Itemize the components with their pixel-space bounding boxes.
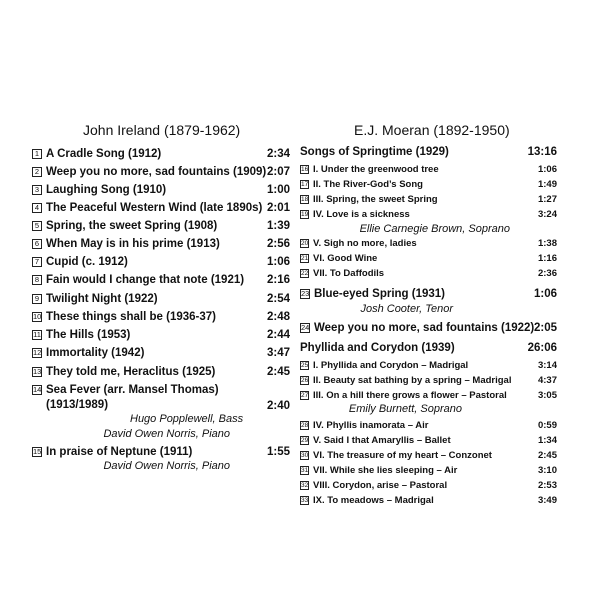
track-title: I. Under the greenwood tree: [313, 164, 439, 175]
track-row: [32, 347, 290, 359]
track-number: 29: [301, 437, 309, 444]
track-row: [32, 329, 290, 341]
performer-credit: David Owen Norris, Piano: [103, 460, 230, 472]
track-title: Laughing Song (1910): [46, 184, 167, 196]
track-duration: 1:00: [266, 184, 290, 196]
track-row: [300, 420, 557, 431]
track-duration: 3:14: [537, 360, 557, 371]
track-duration: 2:34: [266, 148, 290, 160]
track-duration: 1:06: [533, 288, 557, 300]
track-duration: 2:53: [537, 480, 557, 491]
track-duration: 1:27: [537, 194, 557, 205]
track-number: 18: [301, 196, 309, 203]
track-duration: 2:07: [266, 166, 290, 178]
track-row: [32, 256, 290, 268]
track-title: VII. While she lies sleeping – Air: [313, 465, 458, 476]
track-title: Weep you no more, sad fountains (1909): [46, 166, 267, 178]
track-number: 20: [301, 240, 309, 247]
track-duration: 4:37: [537, 375, 557, 386]
track-title-continued: (1913/1989): [46, 399, 109, 411]
track-row: [300, 450, 557, 461]
track-title: Spring, the sweet Spring (1908): [46, 220, 218, 232]
track-title: III. Spring, the sweet Spring: [313, 194, 438, 205]
track-title: Immortality (1942): [46, 347, 145, 359]
track-row: [300, 390, 557, 401]
track-number: 32: [301, 482, 309, 489]
track-row: [32, 274, 290, 286]
track-row: [300, 495, 557, 506]
track-row: [300, 164, 557, 175]
track-number: 27: [301, 392, 309, 399]
track-row: [32, 311, 290, 323]
track-row: [300, 194, 557, 205]
set-title: Songs of Springtime (1929): [300, 146, 449, 158]
track-duration: 1:38: [537, 238, 557, 249]
track-duration: 1:16: [537, 253, 557, 264]
track-row: [300, 209, 557, 220]
track-title: They told me, Heraclitus (1925): [46, 366, 216, 378]
track-number: 8: [32, 275, 42, 285]
track-number: 9: [32, 294, 42, 304]
track-title: VII. To Daffodils: [313, 268, 385, 279]
track-title: Sea Fever (arr. Mansel Thomas): [46, 384, 219, 396]
track-number: 24: [301, 323, 310, 332]
track-number: 17: [301, 181, 309, 188]
track-number: 13: [33, 367, 42, 376]
track-title: II. The River-God’s Song: [313, 179, 423, 190]
track-number: 1: [32, 149, 42, 159]
track-row: [32, 366, 290, 378]
track-number: 19: [301, 211, 309, 218]
track-row: [32, 220, 290, 232]
track-duration: 2:40: [266, 400, 290, 412]
track-row: [300, 465, 557, 476]
track-number: 12: [33, 348, 42, 357]
track-title: II. Beauty sat bathing by a spring – Madrigal: [313, 375, 512, 386]
track-title: These things shall be (1936-37): [46, 311, 217, 323]
track-duration: 2:54: [266, 293, 290, 305]
track-duration: 1:39: [266, 220, 290, 232]
track-title: In praise of Neptune (1911): [46, 446, 193, 458]
track-number: 10: [33, 312, 42, 321]
track-number: 23: [301, 289, 310, 298]
track-title: IX. To meadows – Madrigal: [313, 495, 434, 506]
track-number: 22: [301, 270, 309, 277]
performer-credit: David Owen Norris, Piano: [103, 428, 230, 440]
track-title: V. Sigh no more, ladies: [313, 238, 417, 249]
track-number: 7: [32, 257, 42, 267]
performer-credit: Josh Cooter, Tenor: [360, 303, 453, 315]
track-row: [32, 148, 290, 160]
track-row: [32, 166, 290, 178]
track-title: When May is in his prime (1913): [46, 238, 220, 250]
track-row: [32, 446, 290, 458]
track-row: [300, 435, 557, 446]
track-row: [32, 293, 290, 305]
track-duration: 2:05: [533, 322, 557, 334]
track-title: VIII. Corydon, arise – Pastoral: [313, 480, 448, 491]
track-row: [32, 202, 290, 214]
track-title: The Hills (1953): [46, 329, 131, 341]
track-row: [300, 375, 557, 386]
track-title: Blue-eyed Spring (1931): [314, 288, 446, 300]
track-row: [300, 268, 557, 279]
track-duration: 3:10: [537, 465, 557, 476]
set-header-phyllida-and-corydon: [300, 342, 557, 354]
track-duration: 3:05: [537, 390, 557, 401]
track-number: 4: [32, 203, 42, 213]
performer-credit: Ellie Carnegie Brown, Soprano: [359, 223, 510, 235]
track-number: 33: [301, 497, 309, 504]
track-row: [32, 238, 290, 250]
track-number: 21: [301, 255, 309, 262]
track-number: 2: [32, 167, 42, 177]
track-title: Twilight Night (1922): [46, 293, 158, 305]
set-header-songs-of-springtime: [300, 146, 557, 158]
track-duration: 2:44: [266, 329, 290, 341]
track-row: [300, 322, 557, 334]
track-title: IV. Love is a sickness: [313, 209, 410, 220]
track-number: 25: [301, 362, 309, 369]
track-duration: 1:55: [266, 446, 290, 458]
track-row: [32, 184, 290, 196]
track-row: [300, 480, 557, 491]
track-duration: 1:06: [537, 164, 557, 175]
track-duration: 3:49: [537, 495, 557, 506]
track-duration: 2:45: [266, 366, 290, 378]
set-duration: 26:06: [527, 342, 557, 354]
track-title: Weep you no more, sad fountains (1922): [314, 322, 535, 334]
track-number: 11: [33, 330, 41, 339]
track-duration: 3:47: [266, 347, 290, 359]
track-title: VI. Good Wine: [313, 253, 378, 264]
track-title: I. Phyllida and Corydon – Madrigal: [313, 360, 469, 371]
set-duration: 13:16: [527, 146, 557, 158]
track-duration: 1:34: [537, 435, 557, 446]
track-duration: 2:48: [266, 311, 290, 323]
track-row: [300, 253, 557, 264]
track-number: 31: [301, 467, 309, 474]
track-title: VI. The treasure of my heart – Conzonet: [313, 450, 492, 461]
track-row: [300, 179, 557, 190]
track-number: 5: [32, 221, 42, 231]
track-duration: 3:24: [537, 209, 557, 220]
track-duration: 2:36: [537, 268, 557, 279]
performer-credit: Emily Burnett, Soprano: [348, 403, 462, 415]
track-duration: 1:06: [266, 256, 290, 268]
track-title: A Cradle Song (1912): [46, 148, 162, 160]
performer-credit: Hugo Popplewell, Bass: [130, 413, 244, 425]
track-row: [300, 238, 557, 249]
track-title: IV. Phyllis inamorata – Air: [313, 420, 429, 431]
track-row: [300, 288, 557, 300]
track-number: 15: [33, 447, 42, 456]
track-duration: 0:59: [537, 420, 557, 431]
track-number: 14: [33, 385, 42, 394]
track-number: 6: [32, 239, 42, 249]
track-duration: 2:45: [537, 450, 557, 461]
track-duration: 2:16: [266, 274, 290, 286]
set-title: Phyllida and Corydon (1939): [300, 342, 455, 354]
track-title: III. On a hill there grows a flower – Pastoral: [313, 390, 507, 401]
track-title: Fain would I change that note (1921): [46, 274, 245, 286]
track-number: 28: [301, 422, 309, 429]
track-number: 26: [301, 377, 309, 384]
ireland-heading: John Ireland (1879-1962): [83, 122, 241, 138]
track-title: V. Said I that Amaryllis – Ballet: [313, 435, 451, 446]
moeran-heading: E.J. Moeran (1892-1950): [354, 122, 510, 138]
track-number: 16: [301, 166, 309, 173]
track-number: 3: [32, 185, 42, 195]
track-title: The Peaceful Western Wind (late 1890s): [46, 202, 263, 214]
track-number: 30: [301, 452, 309, 459]
track-duration: 2:56: [266, 238, 290, 250]
track-duration: 2:01: [266, 202, 290, 214]
track-duration: 1:49: [537, 179, 557, 190]
track-title: Cupid (c. 1912): [46, 256, 128, 268]
track-row: [300, 360, 557, 371]
